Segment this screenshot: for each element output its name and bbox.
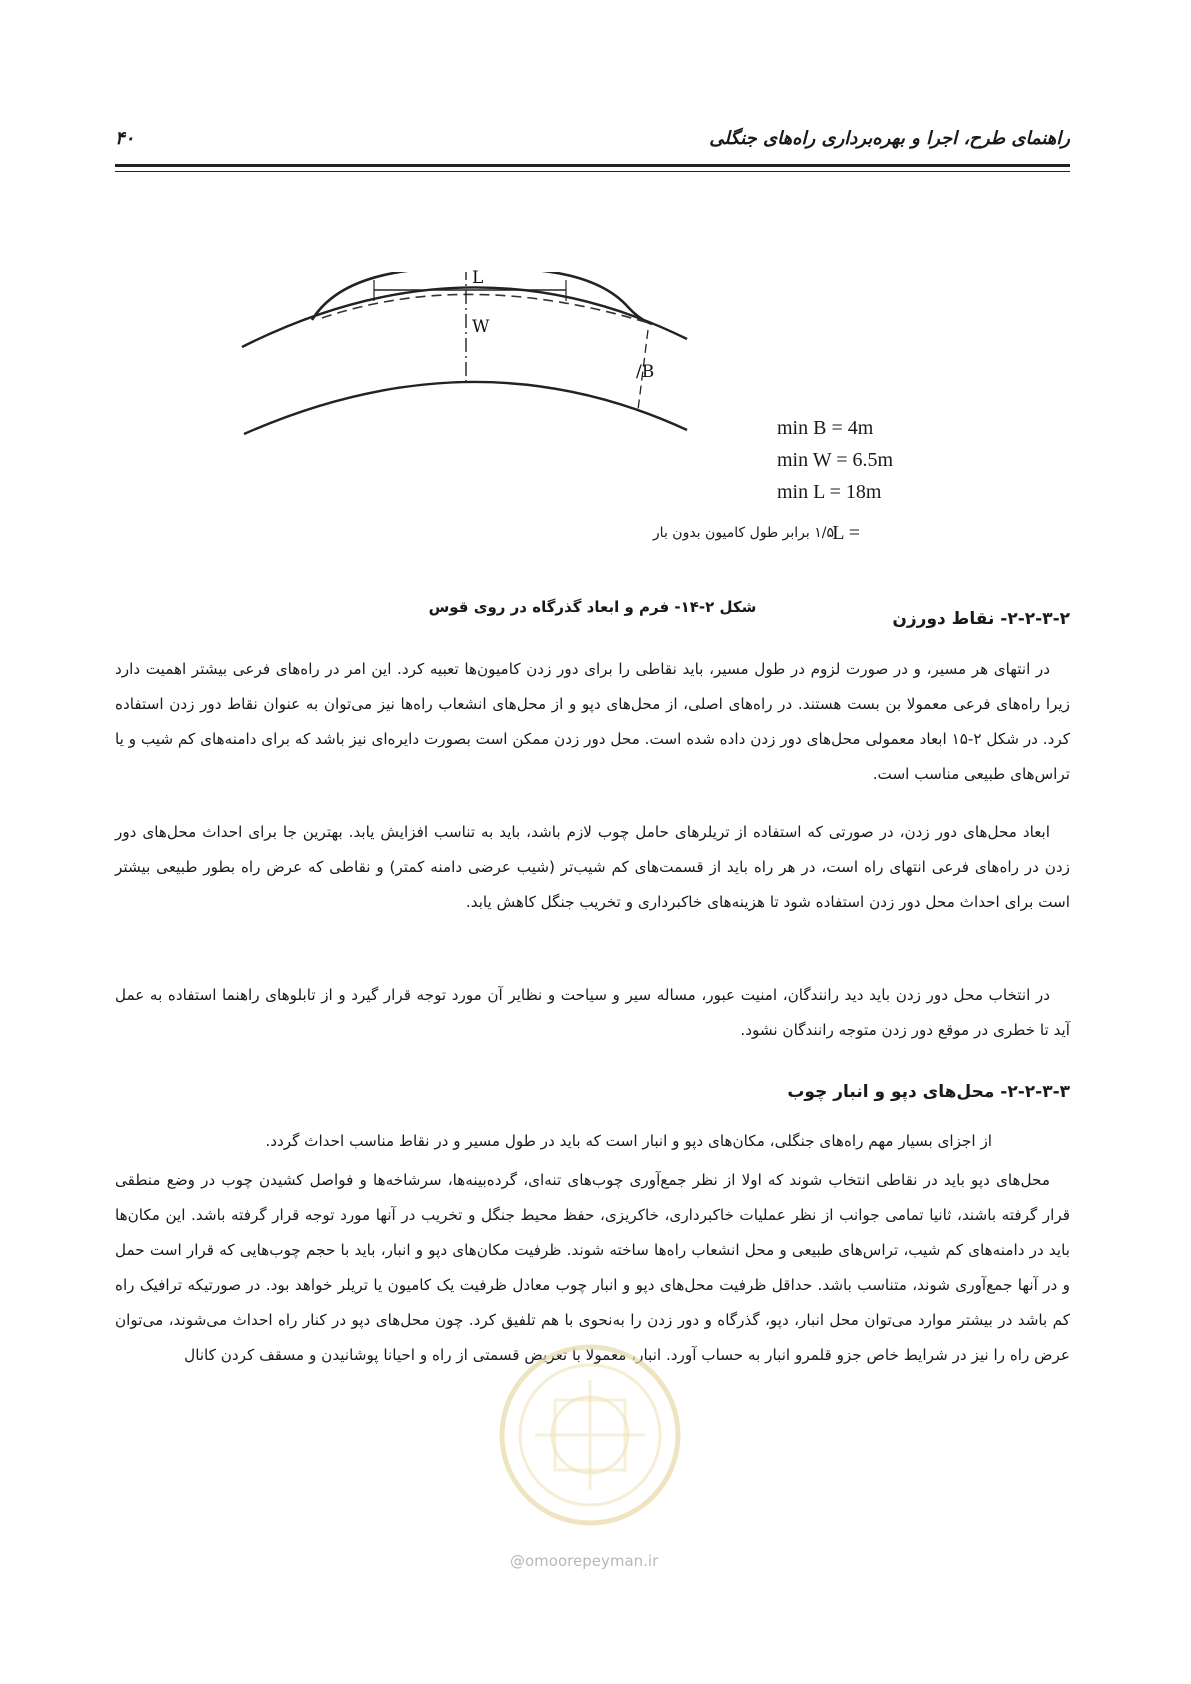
spec-min-l: min L = 18m [777,481,882,503]
spec-note [580,522,860,548]
page-number: ۴۰ [115,128,135,149]
paragraph-turnaround-3: در انتخاب محل دور زدن باید دید رانندگان، امنیت عبور، مساله سیر و سیاحت و نظایر آن مورد توجه قرار گیرد و از تابلوهای راهنما استفاده به عمل آید تا خطری در موقع دور زدن متوجه رانندگان نشود. [115,986,1070,1039]
figure-caption: شکل ۲-۱۴- فرم و ابعاد گذرگاه در روی قوس [428,598,757,616]
figure-passing-bay-on-curve [240,268,920,562]
spec-note-text: ۱/۵ برابر طول کامیون بدون بار [652,525,834,541]
label-L: L [472,268,484,288]
paragraph-turnaround-2: ابعاد محل‌های دور زدن، در صورتی که استفاده از تریلرهای حامل چوب لازم باشد، باید به تناسب افزایش یابد. بهترین جا برای احداث محل‌های دور زدن در راه‌های فرعی انتهای راه است، در هر راه باید از قسمت‌های کم شیب‌تر (شیب عرضی دامنه کمتر) و نقاطی که عرض راه بطور طبیعی بیشتر است برای احداث محل دور زدن استفاده شود تا هزینه‌های خاکبرداری و تخریب جنگل کاهش یابد. [115,823,1070,911]
header-rule-thin [115,171,1070,172]
paragraph-turnaround-1: در انتهای هر مسیر، و در صورت لزوم در طول مسیر، باید نقاطی را برای دور زدن کامیون‌ها تعبیه کرد. این امر در راه‌های فرعی بیشتر اهمیت دارد زیرا راه‌های فرعی معمولا بن بست هستند. در راه‌های اصلی، از محل‌های دپو و از محل‌های انشعاب راه‌ها نیز می‌توان به عنوان نقاط دور زدن استفاده کرد. در شکل ۲-۱۵ ابعاد معمولی محل‌های دور زدن داده شده است. محل دور زدن ممکن است بصورت دایره‌ای نیز باشد که برای دامنه‌های کم شیب و یا تراس‌های طبیعی مناسب است. [115,660,1070,783]
watermark-logo [495,1340,685,1530]
section-heading-turnaround: ۲-۲-۳-۲- نقاط دورزن [892,609,1070,629]
road-edge-inner [244,382,687,434]
header-rule-thick [115,164,1070,167]
running-header [115,128,1070,158]
spec-note-variable: L = [832,522,860,544]
label-W: W [472,317,490,337]
label-B: /B [636,362,655,382]
spec-min-b: min B = 4m [777,417,874,439]
running-title: راهنمای طرح، اجرا و بهره‌برداری راه‌های جنگلی [709,128,1070,149]
watermark-url: @omoorepeyman.ir [510,1552,659,1570]
spec-min-w: min W = 6.5m [777,449,894,471]
road-edge-outer [242,287,687,347]
section-heading-depot: ۲-۲-۳-۳- محل‌های دپو و انبار چوب [787,1082,1070,1102]
paragraph-depot-1: از اجزای بسیار مهم راه‌های جنگلی، مکان‌های دپو و انبار است که باید در طول مسیر و در نقاط مناسب احداث گردد. [265,1132,992,1150]
spec-list [777,412,893,508]
paragraph-depot-2: محل‌های دپو باید در نقاطی انتخاب شوند که اولا از نظر جمع‌آوری چوب‌های تنه‌ای، گرده‌بینه‌ها، سرشاخه‌ها و فواصل کشیدن چوب در وضع منطقی قرار گرفته باشند، ثانیا تمامی جوانب از نظر عملیات خاکبرداری، خاکریزی، حفظ محیط جنگل و تخریب در آنها مورد توجه قرار گرفته باشد. این مکان‌ها باید در دامنه‌های کم شیب، تراس‌های طبیعی و محل انشعاب راه‌ها ساخته شوند. ظرفیت مکان‌های دپو و انبار، باید با حجم چوب‌هایی که قرار است حمل و در آنها جمع‌آوری شوند، متناسب باشد. حداقل ظرفیت محل‌های دپو و انبار چوب معادل ظرفیت یک کامیون یا تریلر خواهد بود. در صورتیکه ترافیک راه کم باشد در بیشتر موارد می‌توان محل انبار، دپو، گذرگاه و دور زدن را به‌نحوی با هم تلفیق کرد. چون محل‌های دپو در کنار راه احداث می‌شوند، می‌توان عرض راه را نیز در شرایط خاص جزو قلمرو انبار به حساب آورد. انبار، معمولا با تعریض قسمتی از راه و احیانا پوشانیدن و مسقف کردن کانال [115,1171,1070,1364]
